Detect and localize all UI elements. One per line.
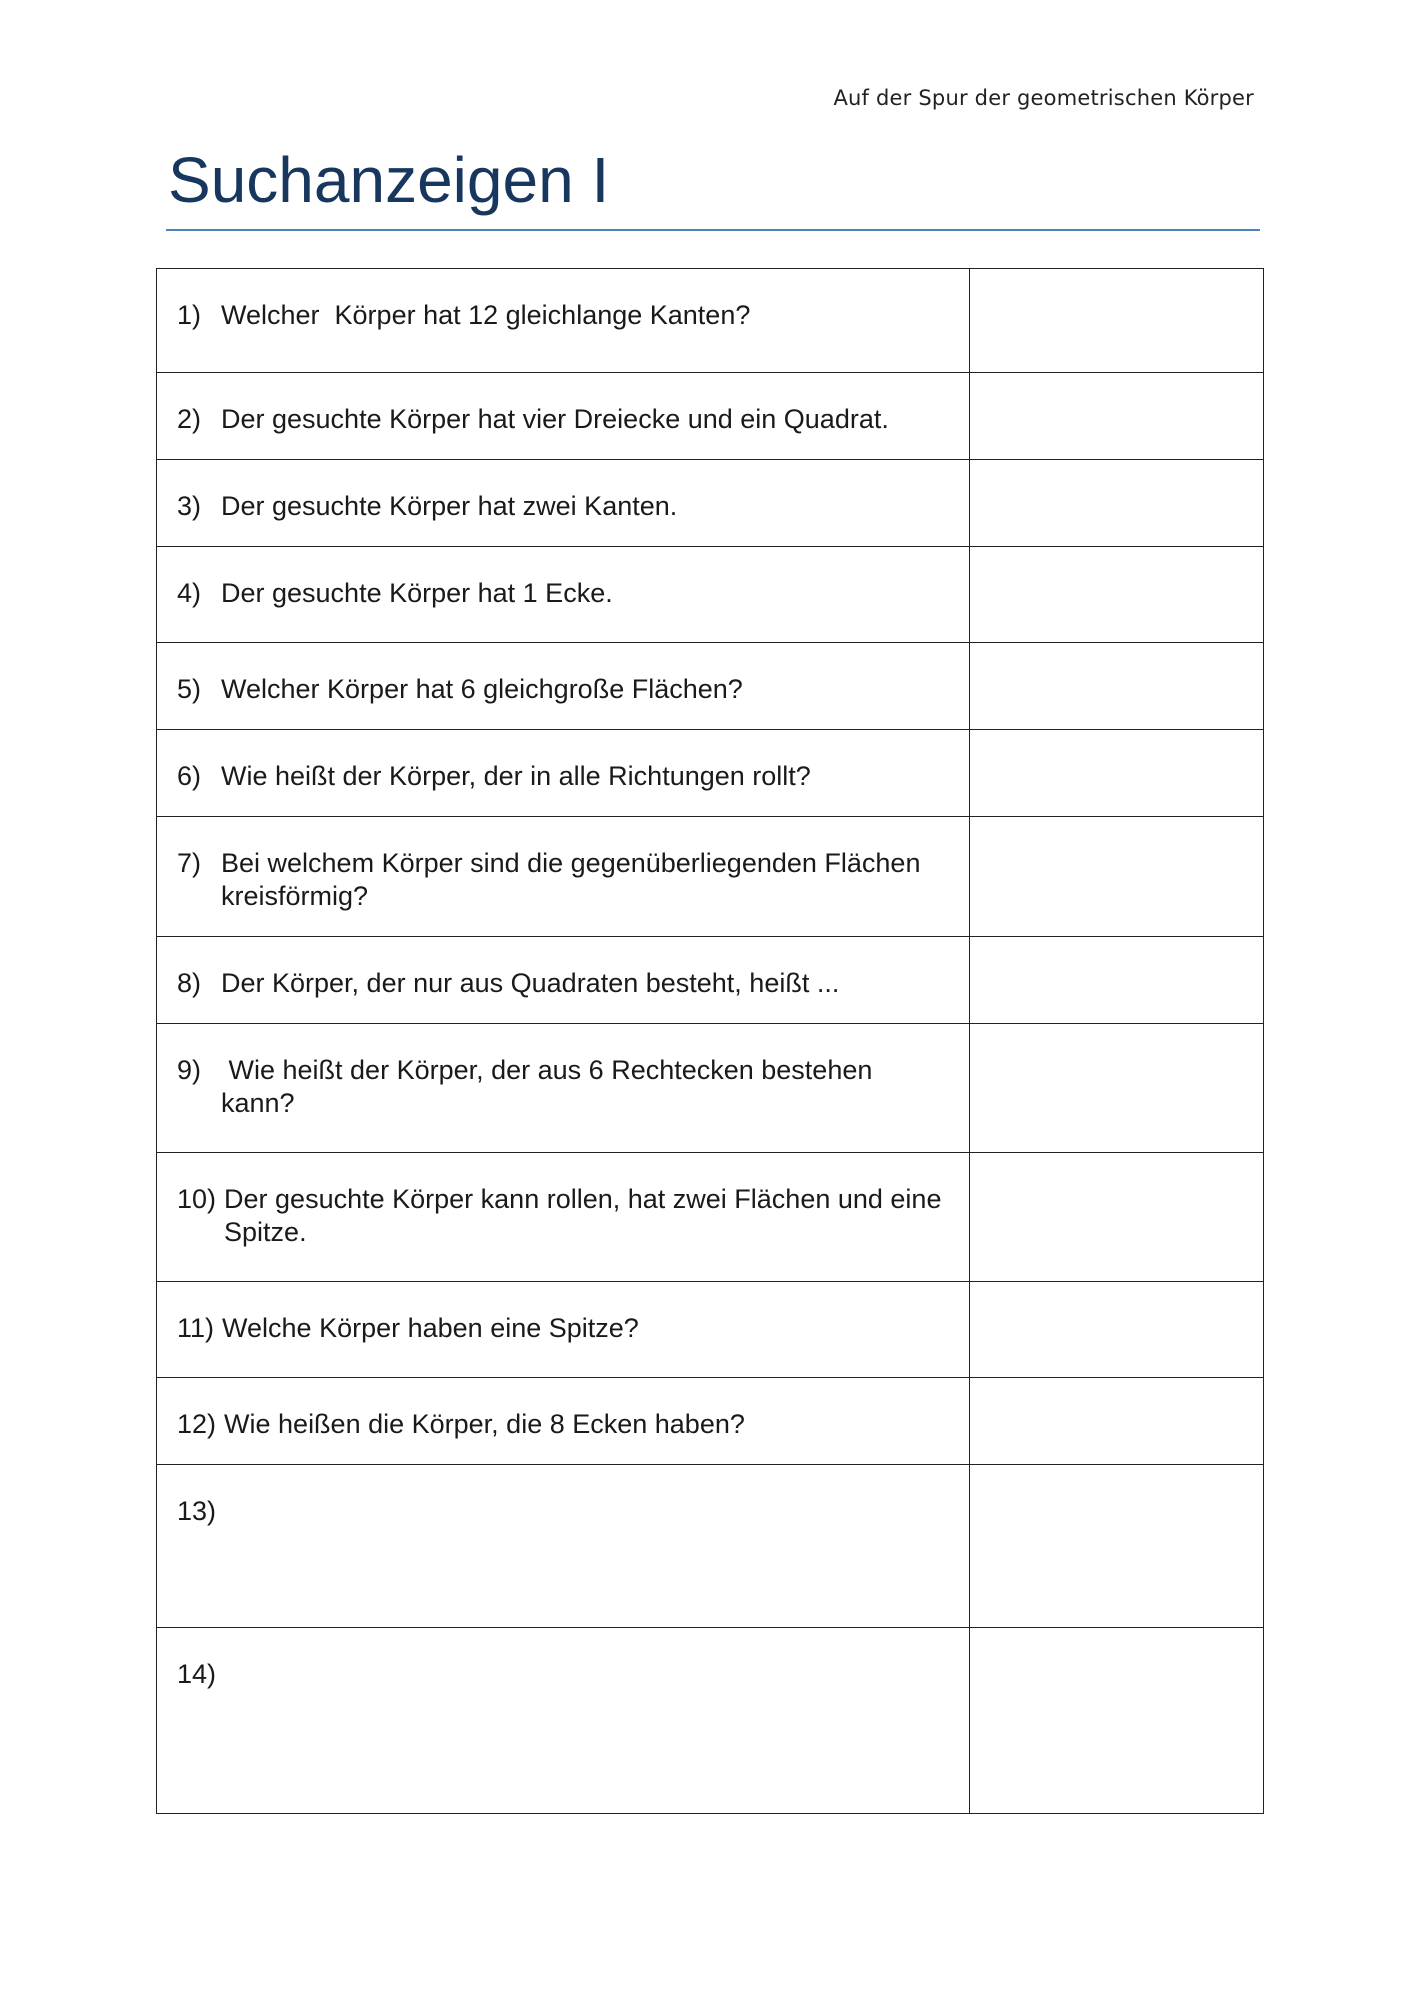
question-table xyxy=(156,268,1264,1814)
question-text: Der Körper, der nur aus Quadraten besteht, heißt ... xyxy=(221,968,840,998)
table-row xyxy=(157,1628,1264,1814)
question-number: 8) xyxy=(177,968,202,998)
table-row xyxy=(157,937,1264,1024)
table-row xyxy=(157,547,1264,643)
question-cell xyxy=(157,460,970,547)
question-number: 4) xyxy=(177,578,202,608)
answer-cell[interactable] xyxy=(970,1465,1264,1628)
question-number: 12) xyxy=(177,1409,217,1439)
table-row xyxy=(157,1282,1264,1378)
title-underline xyxy=(166,229,1260,231)
answer-cell[interactable] xyxy=(970,1628,1264,1814)
question-number: 7) xyxy=(177,848,202,878)
question-text: Welche Körper haben eine Spitze? xyxy=(222,1313,639,1343)
question-cell xyxy=(157,643,970,730)
question-number: 9) xyxy=(177,1055,202,1085)
question-cell xyxy=(157,1024,970,1153)
question-cell xyxy=(157,1628,970,1814)
answer-cell[interactable] xyxy=(970,1378,1264,1465)
table-row xyxy=(157,1153,1264,1282)
question-cell xyxy=(157,937,970,1024)
answer-cell[interactable] xyxy=(970,937,1264,1024)
question-text: Wie heißt der Körper, der in alle Richtungen rollt? xyxy=(221,761,811,791)
question-cell xyxy=(157,373,970,460)
question-number: 14) xyxy=(177,1659,217,1689)
table-row xyxy=(157,1024,1264,1153)
question-cell xyxy=(157,730,970,817)
table-row xyxy=(157,373,1264,460)
question-cell xyxy=(157,547,970,643)
question-number: 1) xyxy=(177,300,202,330)
question-cell xyxy=(157,1465,970,1628)
answer-cell[interactable] xyxy=(970,373,1264,460)
question-number: 6) xyxy=(177,761,202,791)
question-text: Bei welchem Körper sind die gegenüberliegenden Flächen kreisförmig? xyxy=(221,848,928,911)
question-number: 3) xyxy=(177,491,202,521)
table-row xyxy=(157,1378,1264,1465)
question-text: Der gesuchte Körper kann rollen, hat zwei Flächen und eine Spitze. xyxy=(224,1184,949,1247)
answer-cell[interactable] xyxy=(970,730,1264,817)
question-text: Welcher Körper hat 6 gleichgroße Flächen? xyxy=(221,674,743,704)
question-cell xyxy=(157,1378,970,1465)
question-cell xyxy=(157,817,970,937)
question-text: Der gesuchte Körper hat 1 Ecke. xyxy=(221,578,613,608)
running-header: Auf der Spur der geometrischen Körper xyxy=(833,86,1254,110)
question-number: 10) xyxy=(177,1184,217,1214)
question-text[interactable] xyxy=(224,1658,949,1691)
table-row xyxy=(157,730,1264,817)
table-row xyxy=(157,1465,1264,1628)
question-text: Wie heißt der Körper, der aus 6 Rechtecken bestehen kann? xyxy=(221,1055,880,1118)
table-row xyxy=(157,460,1264,547)
answer-cell[interactable] xyxy=(970,1024,1264,1153)
question-cell xyxy=(157,269,970,373)
table-row xyxy=(157,643,1264,730)
page-title: Suchanzeigen I xyxy=(168,144,610,216)
answer-cell[interactable] xyxy=(970,643,1264,730)
answer-cell[interactable] xyxy=(970,1153,1264,1282)
question-cell xyxy=(157,1153,970,1282)
table-row xyxy=(157,269,1264,373)
question-text: Der gesuchte Körper hat vier Dreiecke und ein Quadrat. xyxy=(221,404,889,434)
question-number: 13) xyxy=(177,1496,217,1526)
table-row xyxy=(157,817,1264,937)
answer-cell[interactable] xyxy=(970,547,1264,643)
question-text: Welcher Körper hat 12 gleichlange Kanten? xyxy=(221,300,751,330)
question-number: 11) xyxy=(177,1313,215,1343)
answer-cell[interactable] xyxy=(970,1282,1264,1378)
answer-cell[interactable] xyxy=(970,460,1264,547)
question-number: 2) xyxy=(177,404,202,434)
question-text: Der gesuchte Körper hat zwei Kanten. xyxy=(221,491,678,521)
question-text: Wie heißen die Körper, die 8 Ecken haben? xyxy=(224,1409,745,1439)
answer-cell[interactable] xyxy=(970,817,1264,937)
question-text[interactable] xyxy=(224,1495,949,1528)
question-cell xyxy=(157,1282,970,1378)
question-number: 5) xyxy=(177,674,202,704)
answer-cell[interactable] xyxy=(970,269,1264,373)
